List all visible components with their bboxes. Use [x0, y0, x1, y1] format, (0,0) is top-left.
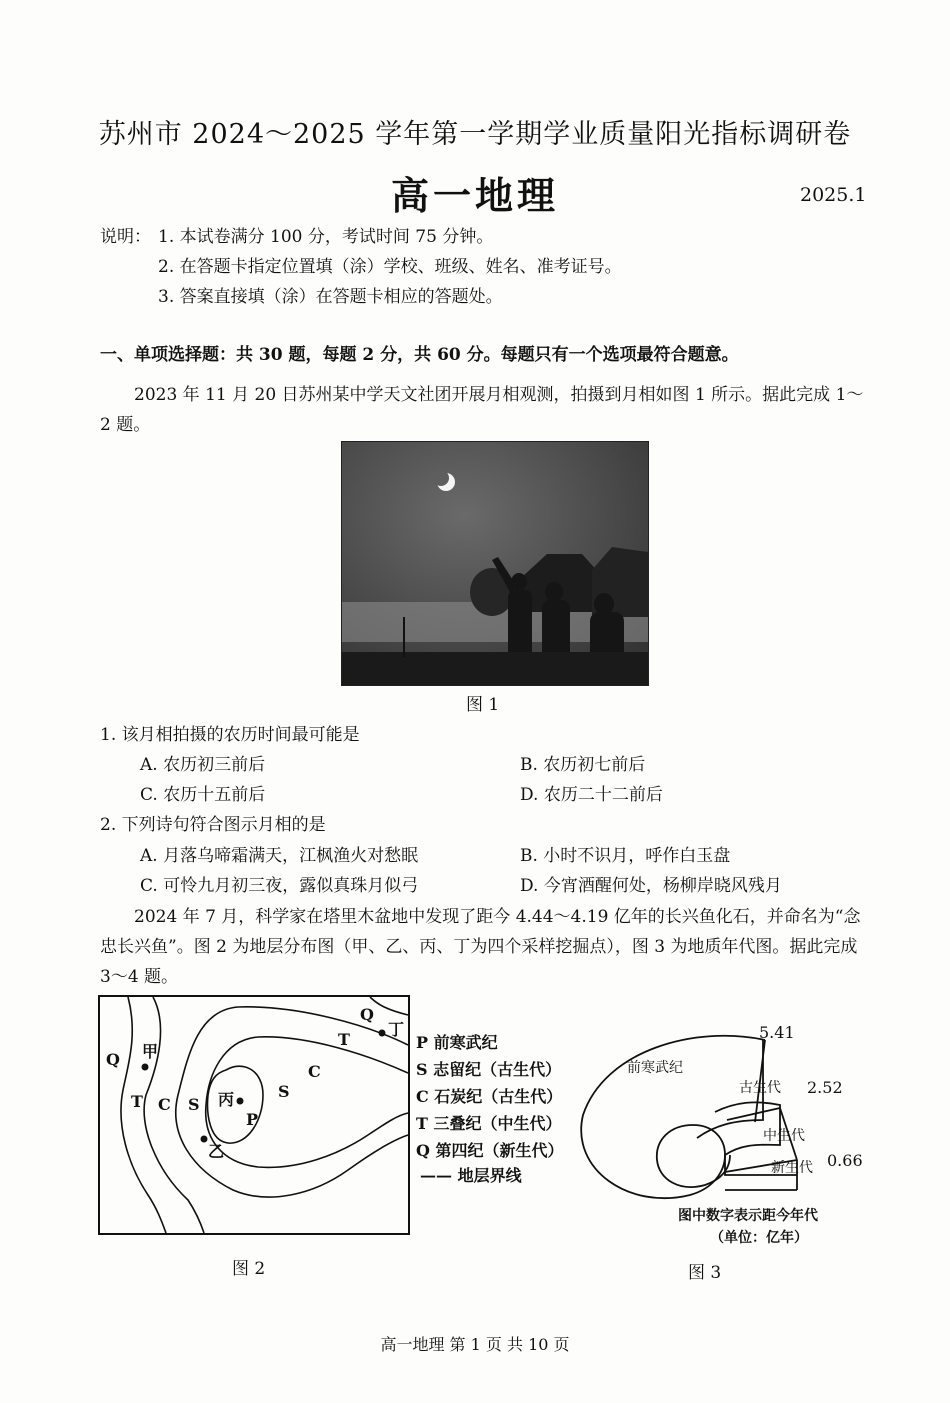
- legend-c: C 石炭纪（古生代）: [416, 1087, 563, 1106]
- map-label-s-left: S: [188, 1095, 200, 1114]
- map-label-s-right: S: [278, 1082, 290, 1101]
- map-label-t-left: T: [131, 1092, 143, 1111]
- q1-option-a: A. 农历初三前后: [140, 755, 266, 775]
- q2-option-b: B. 小时不识月，呼作白玉盘: [520, 846, 731, 866]
- legend-boundary: —— 地层界线: [420, 1166, 522, 1185]
- stratum-boundaries: [121, 997, 408, 1233]
- map-label-t-right: T: [338, 1030, 350, 1049]
- exam-date: 2025.1: [800, 184, 867, 206]
- question-1-stem: 1. 该月相拍摄的农历时间最可能是: [100, 725, 360, 745]
- era-paleozoic: 古生代: [739, 1080, 781, 1096]
- era-precambrian: 前寒武纪: [627, 1060, 683, 1076]
- figure3-unit: （单位：亿年）: [710, 1230, 808, 1246]
- stratum-map: [98, 995, 410, 1235]
- value-252: 2.52: [807, 1078, 843, 1097]
- question-2-stem: 2. 下列诗句符合图示月相的是: [100, 815, 326, 835]
- exam-title: 苏州市 2024～2025 学年第一学期学业质量阳光指标调研卷: [98, 119, 852, 150]
- figure2-caption: 图 2: [232, 1259, 266, 1279]
- point-yi-label: 乙: [208, 1142, 225, 1161]
- q2-option-c: C. 可怜九月初三夜，露似真珠月似弓: [140, 876, 419, 896]
- map-label-c-right: C: [308, 1062, 321, 1081]
- instructions-label: 说明：: [100, 227, 151, 247]
- point-bing-marker: [237, 1098, 244, 1105]
- photo-scene: [342, 442, 648, 685]
- point-jia-marker: [142, 1064, 149, 1071]
- passage-2: 2024 年 7 月，科学家在塔里木盆地中发现了距今 4.44～4.19 亿年的长兴鱼化石，并命名为“念忠长兴鱼”。图 2 为地层分布图（甲、乙、丙、丁为四个采样挖掘点），图 3 为地质年代图。据此完成 3～4 题。: [100, 907, 861, 987]
- moon-photo: [341, 441, 649, 686]
- point-yi-marker: [201, 1136, 208, 1143]
- era-mesozoic: 中生代: [763, 1128, 805, 1144]
- instruction-2: 2. 在答题卡指定位置填（涂）学校、班级、姓名、准考证号。: [158, 257, 622, 277]
- geologic-time-spiral: [575, 1020, 875, 1220]
- instruction-1: 1. 本试卷满分 100 分，考试时间 75 分钟。: [158, 227, 494, 247]
- point-ding-label: 丁: [388, 1020, 405, 1039]
- value-066: 0.66: [827, 1151, 863, 1170]
- page-footer: 高一地理 第 1 页 共 10 页: [380, 1335, 570, 1354]
- legend-s: S 志留纪（古生代）: [416, 1060, 562, 1079]
- figure3-caption: 图 3: [688, 1263, 722, 1283]
- figure3-note: 图中数字表示距今年代: [678, 1208, 818, 1224]
- instruction-3: 3. 答案直接填（涂）在答题卡相应的答题处。: [158, 287, 503, 307]
- point-bing-label: 丙: [218, 1090, 235, 1109]
- legend-p: P 前寒武纪: [416, 1033, 498, 1052]
- legend-q: Q 第四纪（新生代）: [416, 1141, 564, 1160]
- map-label-q-left: Q: [106, 1050, 120, 1069]
- point-jia-label: 甲: [142, 1042, 159, 1061]
- map-label-q-right: Q: [360, 1005, 374, 1024]
- q2-option-d: D. 今宵酒醒何处，杨柳岸晓风残月: [520, 876, 782, 896]
- passage-1: 2023 年 11 月 20 日苏州某中学天文社团开展月相观测，拍摄到月相如图 1 所示。据此完成 1～2 题。: [100, 385, 864, 435]
- q1-option-b: B. 农历初七前后: [520, 755, 646, 775]
- point-ding-marker: [379, 1030, 386, 1037]
- section-heading: 一、单项选择题：共 30 题，每题 2 分，共 60 分。每题只有一个选项最符合题意。: [100, 345, 739, 365]
- map-label-c-left: C: [158, 1095, 171, 1114]
- legend-t: T 三叠纪（中生代）: [416, 1114, 562, 1133]
- era-cenozoic: 新生代: [771, 1160, 813, 1176]
- map-label-p: P: [246, 1110, 259, 1129]
- q1-option-c: C. 农历十五前后: [140, 785, 266, 805]
- q2-option-a: A. 月落乌啼霜满天，江枫渔火对愁眠: [140, 846, 419, 866]
- value-541: 5.41: [759, 1023, 795, 1042]
- q1-option-d: D. 农历二十二前后: [520, 785, 663, 805]
- figure1-caption: 图 1: [466, 695, 500, 715]
- spiral-inner: [657, 1125, 730, 1187]
- subject-title: 高一地理: [390, 173, 559, 218]
